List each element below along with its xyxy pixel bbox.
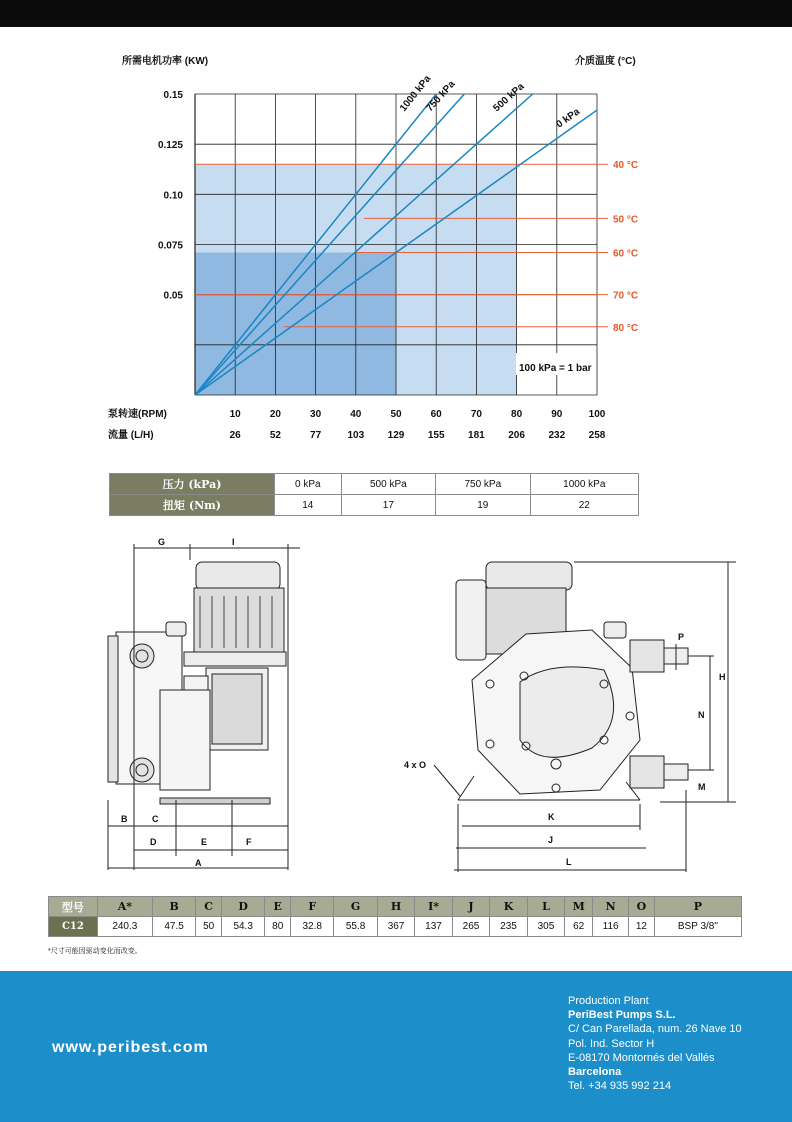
dim-label-i: I: [232, 537, 235, 547]
footnote: *尺寸可能因驱动变化而改变。: [48, 948, 142, 955]
chart-title-left: 所需电机功率 (KW): [122, 56, 209, 67]
dim-leader-o: [434, 765, 460, 796]
dimension-cell-9: 137: [415, 917, 452, 937]
dimension-cell-11: 235: [490, 917, 527, 937]
dim-label-n: N: [698, 710, 705, 720]
y-tick-label: 0.15: [163, 90, 183, 101]
dimension-table: [48, 896, 742, 937]
rpm-tick-label: 50: [390, 409, 402, 420]
rpm-tick-label: 80: [511, 409, 523, 420]
telephone: Tel. +34 935 992 214: [568, 1080, 672, 1093]
model-header: 型号: [49, 897, 98, 917]
dimension-cell-6: 32.8: [291, 917, 334, 937]
y-tick-label: 0.10: [163, 190, 183, 202]
flow-tick-label: 26: [229, 430, 241, 441]
dimension-cell-15: 12: [629, 917, 655, 937]
model-cell: C12: [49, 917, 98, 937]
flow-tick-label: 103: [347, 430, 365, 441]
postal-address: E-08170 Montornés del Vallés: [568, 1051, 715, 1064]
y-tick-label: 0.125: [157, 140, 183, 152]
rpm-tick-label: 90: [551, 409, 563, 420]
dimension-header-10: J: [452, 897, 489, 917]
dim-label-k: K: [548, 812, 555, 822]
dim-label-j: J: [548, 835, 554, 845]
flow-tick-label: 258: [588, 430, 606, 441]
dim-label-e: E: [201, 837, 208, 847]
torque-label: 扭矩 (Nm): [110, 495, 275, 516]
dimension-header-6: F: [291, 897, 334, 917]
dimension-cell-8: 367: [377, 917, 414, 937]
rpm-tick-label: 70: [470, 409, 482, 420]
website-link[interactable]: www.peribest.com: [52, 1039, 209, 1056]
flow-tick-label: 181: [468, 430, 485, 441]
dim-label-g: G: [158, 537, 166, 547]
dimension-cell-12: 305: [527, 917, 564, 937]
city: Barcelona: [568, 1066, 622, 1079]
front-view-drawing: [454, 562, 736, 872]
temperature-label: 40 °C: [613, 160, 639, 172]
series-label: 0 kPa: [554, 106, 583, 131]
temperature-label: 50 °C: [613, 214, 639, 226]
series-label: 500 kPa: [491, 81, 527, 115]
torque-cell: 19: [436, 495, 530, 516]
dim-label-h: H: [719, 672, 726, 682]
dimension-cell-10: 265: [452, 917, 489, 937]
dimension-cell-16: BSP 3/8": [654, 917, 741, 937]
temperature-label: 80 °C: [613, 322, 639, 334]
dimension-header-3: C: [196, 897, 222, 917]
company-name: PeriBest Pumps S.L.: [568, 1009, 676, 1022]
dimension-cell-1: 240.3: [97, 917, 152, 937]
dimension-cell-7: 55.8: [334, 917, 377, 937]
y-tick-label: 0.05: [163, 290, 183, 302]
dimension-header-row: [49, 897, 742, 917]
pressure-cell: 750 kPa: [436, 474, 530, 495]
torque-cell: 14: [275, 495, 342, 516]
flow-tick-label: 155: [427, 430, 445, 441]
temperature-label: 70 °C: [613, 290, 639, 302]
flow-tick-label: 206: [508, 430, 525, 441]
pressure-label: 压力 (kPa): [110, 474, 275, 495]
dimension-header-9: I*: [415, 897, 452, 917]
dimension-header-8: H: [377, 897, 414, 917]
rpm-tick-label: 10: [229, 409, 241, 420]
dimension-header-11: K: [490, 897, 527, 917]
dim-label-a: A: [195, 858, 202, 868]
flow-axis-label: 流量 (L/H): [108, 430, 154, 441]
rpm-tick-label: 30: [310, 409, 322, 420]
flow-tick-label: 129: [387, 430, 405, 441]
flow-tick-label: 77: [310, 430, 322, 441]
dim-label-c: C: [152, 814, 159, 824]
rpm-tick-label: 60: [430, 409, 442, 420]
side-view-drawing: [108, 544, 300, 870]
unit-note: 100 kPa = 1 bar: [519, 363, 592, 374]
rpm-tick-label: 20: [269, 409, 281, 420]
series-label: 750 kPa: [424, 78, 458, 115]
dimension-header-2: B: [152, 897, 195, 917]
pressure-cell: 0 kPa: [275, 474, 342, 495]
dimension-header-1: A*: [97, 897, 152, 917]
dimension-cell-5: 80: [265, 917, 291, 937]
rpm-axis-label: 泵转速(RPM): [108, 409, 167, 420]
temperature-label: 60 °C: [613, 248, 639, 260]
dimension-cell-13: 62: [565, 917, 593, 937]
dimension-header-14: N: [593, 897, 629, 917]
dim-label-l: L: [566, 857, 572, 867]
dimension-data-row: [49, 917, 742, 937]
pressure-cell: 1000 kPa: [530, 474, 638, 495]
dimension-header-5: E: [265, 897, 291, 917]
dimension-header-16: P: [654, 897, 741, 917]
dimension-header-15: O: [629, 897, 655, 917]
dimension-header-4: D: [221, 897, 264, 917]
rpm-tick-label: 100: [588, 409, 606, 420]
torque-cell: 17: [341, 495, 435, 516]
dim-label-d: D: [150, 837, 157, 847]
torque-cell: 22: [530, 495, 638, 516]
dimension-cell-4: 54.3: [221, 917, 264, 937]
dimension-header-12: L: [527, 897, 564, 917]
dim-label-o: 4 x O: [404, 760, 427, 770]
series-label: 1000 kPa: [397, 73, 434, 114]
dimension-header-13: M: [565, 897, 593, 917]
dimension-cell-3: 50: [196, 917, 222, 937]
flow-tick-label: 232: [548, 430, 566, 441]
dim-label-m: M: [698, 782, 706, 792]
dimension-cell-14: 116: [593, 917, 629, 937]
flow-tick-label: 52: [269, 430, 281, 441]
street-address: C/ Can Parellada, num. 26 Nave 10: [568, 1023, 742, 1036]
plant-label: Production Plant: [568, 995, 649, 1007]
rpm-tick-label: 40: [350, 409, 362, 420]
dim-label-p: P: [678, 632, 685, 642]
dim-label-f: F: [246, 837, 252, 847]
pressure-cell: 500 kPa: [341, 474, 435, 495]
dim-label-b: B: [121, 814, 128, 824]
dimension-cell-2: 47.5: [152, 917, 195, 937]
sector-address: Pol. Ind. Sector H: [568, 1037, 655, 1050]
y-tick-label: 0.075: [157, 240, 183, 252]
address-block: [568, 994, 742, 1093]
dimension-header-7: G: [334, 897, 377, 917]
chart-title-right: 介质温度 (°C): [575, 56, 636, 67]
